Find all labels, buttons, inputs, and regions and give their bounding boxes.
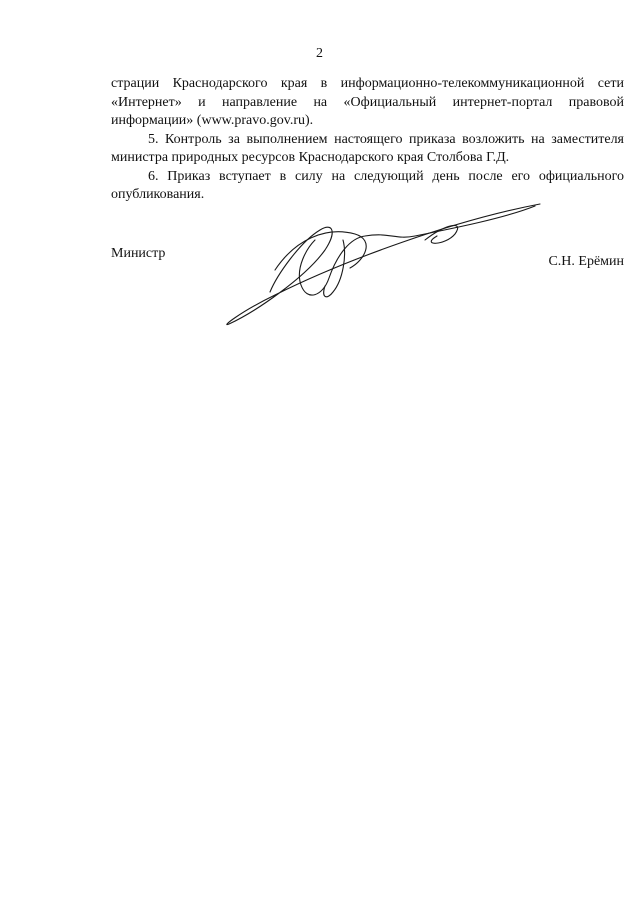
signatory-name: С.Н. Ерёмин xyxy=(548,254,624,269)
handwritten-signature xyxy=(215,200,555,330)
paragraph-6: 6. Приказ вступает в силу на следующий день после его официального опубликования. xyxy=(111,168,624,202)
signatory-title: Министр xyxy=(111,246,166,261)
document-body xyxy=(111,75,624,205)
paragraph-5: 5. Контроль за выполнением настоящего приказа возложить на заместителя министра природных ресурсов Краснодарского края Столбова Г.Д. xyxy=(111,131,624,165)
paragraph-continuation: страции Краснодарского края в информационно-телекоммуникационной сети «Интернет» и направление на «Официальный интернет-портал правовой информации» (www.pravo.gov.ru). xyxy=(111,76,624,128)
page-number: 2 xyxy=(316,46,323,61)
